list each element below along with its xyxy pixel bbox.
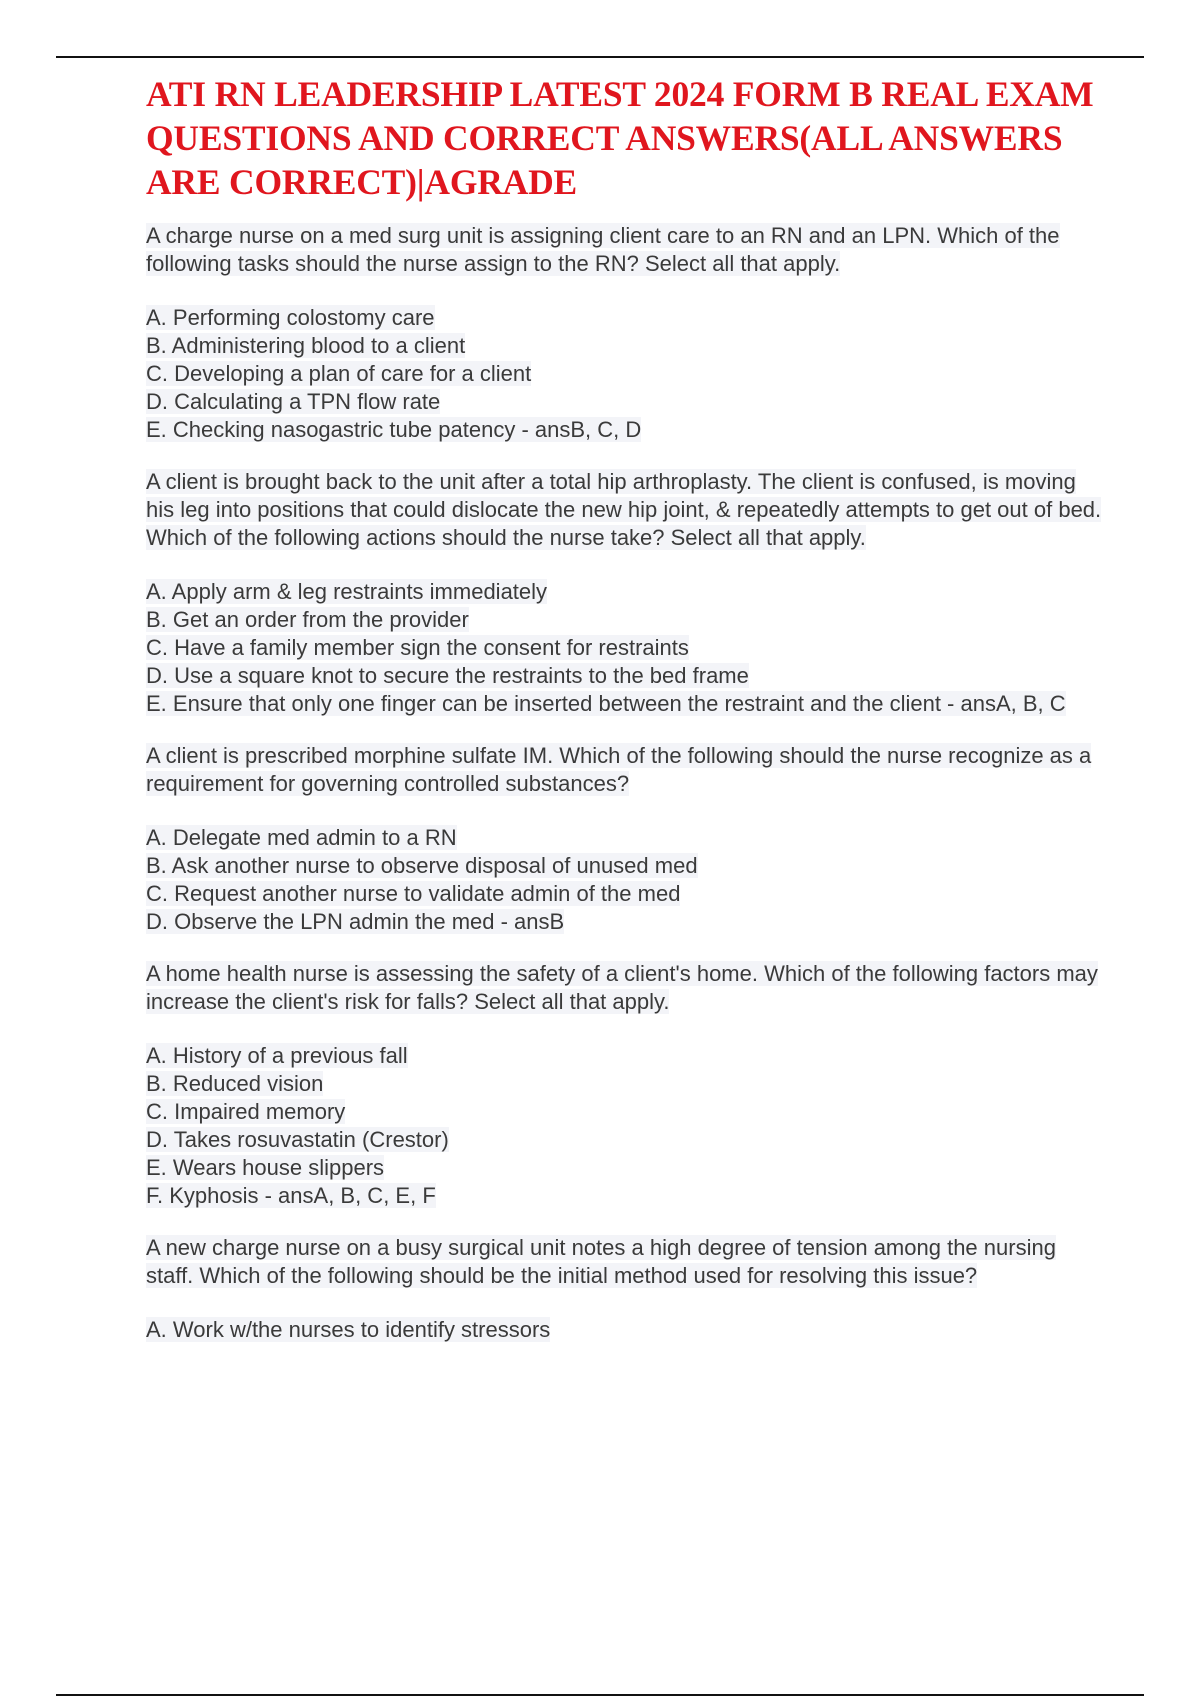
answer-option: A. Work w/the nurses to identify stressors [146,1317,551,1342]
answer-option: E. Ensure that only one finger can be inserted between the restraint and the client - ansA, B, C [146,691,1066,716]
answer-options [146,824,1106,936]
answer-option: B. Get an order from the provider [146,607,469,632]
question-text: A new charge nurse on a busy surgical unit notes a high degree of tension among the nursing staff. Which of the following should be the initial method used for resolving this issue? [146,1235,1056,1288]
answer-option: A. Delegate med admin to a RN [146,825,457,850]
question-text: A client is brought back to the unit after a total hip arthroplasty. The client is confused, is moving his leg into positions that could dislocate the new hip joint, & repeatedly attempts to get out of bed. Which of the following actions should the nurse take? Select all that apply. [146,469,1102,550]
answer-option: E. Checking nasogastric tube patency - ansB, C, D [146,417,642,442]
answer-option: C. Developing a plan of care for a client [146,361,532,386]
answer-option: F. Kyphosis - ansA, B, C, E, F [146,1183,436,1208]
question-block-3 [146,742,1106,936]
answer-option: A. Performing colostomy care [146,305,435,330]
question-block-1 [146,222,1106,444]
answer-option: A. Apply arm & leg restraints immediately [146,579,548,604]
answer-options [146,304,1106,444]
answer-option: D. Takes rosuvastatin (Crestor) [146,1127,449,1152]
answer-option: C. Request another nurse to validate admin of the med [146,881,681,906]
question-text: A home health nurse is assessing the safety of a client's home. Which of the following factors may increase the client's risk for falls? Select all that apply. [146,961,1098,1014]
question-text: A charge nurse on a med surg unit is assigning client care to an RN and an LPN. Which of the following tasks should the nurse assign to the RN? Select all that apply. [146,223,1060,276]
answer-option: D. Use a square knot to secure the restraints to the bed frame [146,663,749,688]
answer-options [146,1316,1106,1344]
answer-option: D. Observe the LPN admin the med - ansB [146,909,565,934]
bottom-rule [56,1694,1144,1696]
answer-option: E. Wears house slippers [146,1155,385,1180]
question-block-5 [146,1234,1106,1344]
answer-option: D. Calculating a TPN flow rate [146,389,441,414]
answer-option: A. History of a previous fall [146,1043,408,1068]
question-text: A client is prescribed morphine sulfate IM. Which of the following should the nurse recognize as a requirement for governing controlled substances? [146,743,1092,796]
answer-option: B. Administering blood to a client [146,333,466,358]
answer-options [146,1042,1106,1210]
answer-option: C. Have a family member sign the consent for restraints [146,635,689,660]
answer-option: B. Ask another nurse to observe disposal of unused med [146,853,698,878]
document-title: ATI RN LEADERSHIP LATEST 2024 FORM B REAL EXAM QUESTIONS AND CORRECT ANSWERS(ALL ANSWERS ARE CORRECT)|AGRADE [146,74,1094,202]
question-block-4 [146,960,1106,1210]
question-block-2 [146,468,1106,718]
answer-option: B. Reduced vision [146,1071,324,1096]
document-body [146,72,1106,1368]
answer-options [146,578,1106,718]
top-rule [56,56,1144,58]
answer-option: C. Impaired memory [146,1099,346,1124]
